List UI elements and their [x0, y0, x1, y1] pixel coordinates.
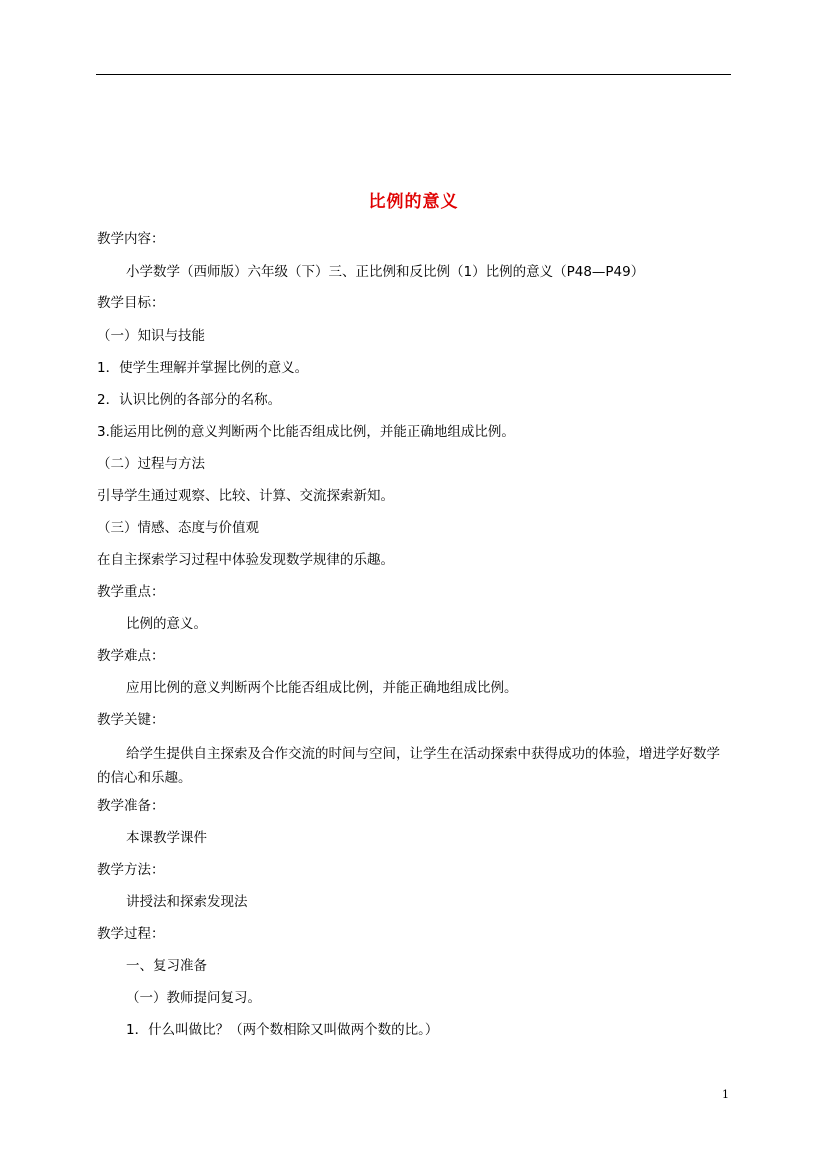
difficulty: 应用比例的意义判断两个比能否组成比例，并能正确地组成比例。 [126, 680, 518, 696]
process-step1-sub: （一）教师提问复习。 [126, 990, 261, 1006]
teaching-content-label: 教学内容： [97, 231, 165, 247]
header-rule [96, 74, 731, 75]
goal1-item1: 1．使学生理解并掌握比例的意义。 [97, 360, 309, 376]
difficulty-label: 教学难点： [97, 648, 165, 664]
goal1-heading: （一）知识与技能 [97, 328, 205, 344]
goal2-text: 引导学生通过观察、比较、计算、交流探索新知。 [97, 488, 394, 504]
key-factor: 给学生提供自主探索及合作交流的时间与空间，让学生在活动探索中获得成功的体验，增进学好数学的信心和乐趣。 [97, 746, 720, 786]
process-step1: 一、复习准备 [126, 958, 207, 974]
method: 讲授法和探索发现法 [126, 894, 248, 910]
teaching-goals-label: 教学目标： [97, 295, 165, 311]
preparation: 本课教学课件 [126, 830, 207, 846]
preparation-label: 教学准备： [97, 798, 165, 814]
process-question1: 1．什么叫做比？（两个数相除又叫做两个数的比。） [126, 1022, 439, 1038]
goal1-item3: 3.能运用比例的意义判断两个比能否组成比例，并能正确地组成比例。 [97, 424, 515, 440]
process-label: 教学过程： [97, 926, 165, 942]
key-factor-label: 教学关键： [97, 712, 165, 728]
teaching-content: 小学数学（西师版）六年级（下）三、正比例和反比例（1）比例的意义（P48—P49） [126, 264, 645, 280]
method-label: 教学方法： [97, 862, 165, 878]
goal1-item2: 2．认识比例的各部分的名称。 [97, 392, 282, 408]
goal2-heading: （二）过程与方法 [97, 456, 205, 472]
key-point: 比例的意义。 [126, 616, 207, 632]
key-point-label: 教学重点： [97, 584, 165, 600]
goal3-heading: （三）情感、态度与价值观 [97, 520, 259, 536]
goal3-text: 在自主探索学习过程中体验发现数学规律的乐趣。 [97, 552, 394, 568]
page-number: 1 [722, 1088, 729, 1101]
document-title: 比例的意义 [368, 192, 459, 212]
